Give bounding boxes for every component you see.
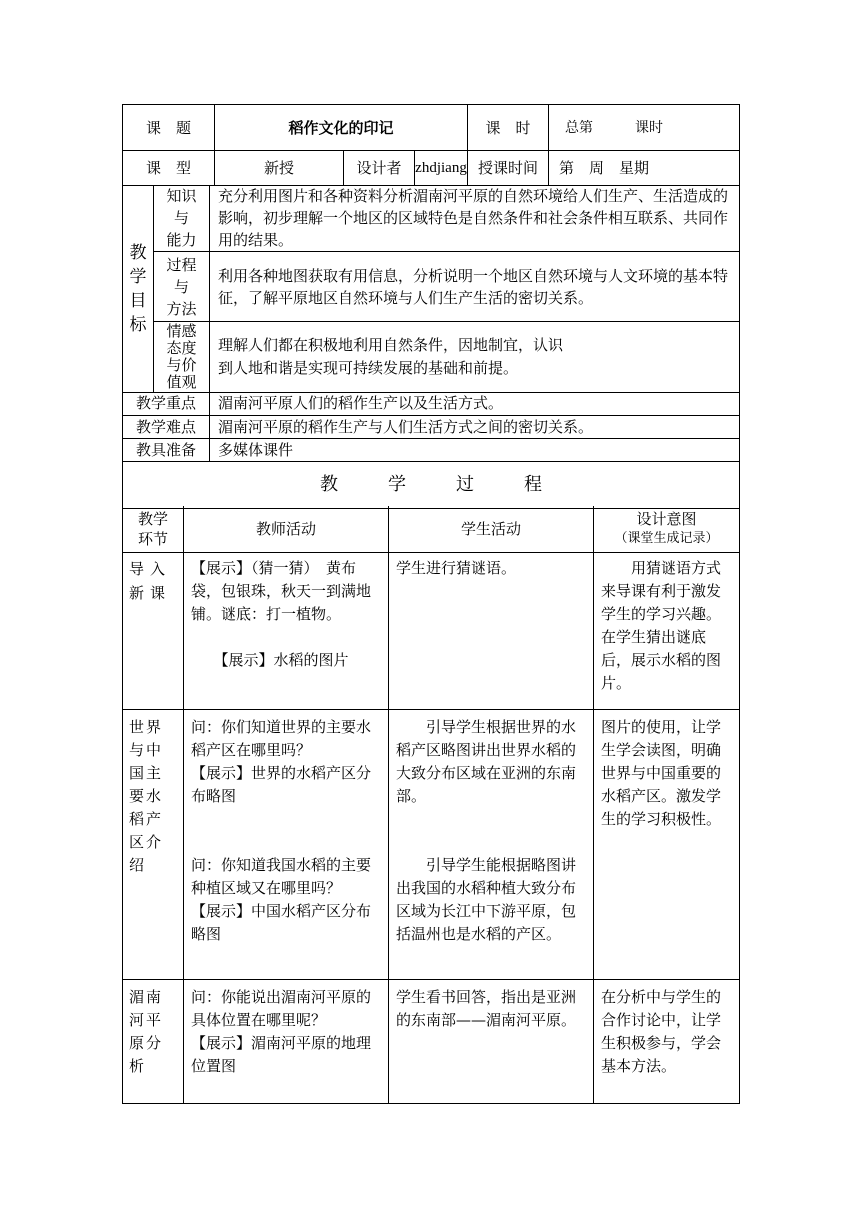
stage-menam: 湄南河平原分析 <box>123 979 184 1103</box>
materials-value: 多媒体课件 <box>210 438 740 461</box>
time-label: 授课时间 <box>468 151 549 186</box>
type-value: 新授 <box>215 151 344 186</box>
key-points-value: 湄南河平原人们的稻作生产以及生活方式。 <box>210 392 740 415</box>
goal-label-emotion: 情感 态度 与价 值观 <box>154 322 210 393</box>
col-intent-header <box>594 506 740 552</box>
process-title: 教学过程 <box>123 461 740 508</box>
col-stage-header: 教学 环节 <box>123 506 184 552</box>
period-label: 课 时 <box>468 105 549 151</box>
student-world-china: 引导学生根据世界的水稻产区略图讲出世界水稻的大致分布区域在亚洲的东南部。 引导学生能根据略图讲出我国的水稻种植大致分布区域为长江中下游平原，包括温州也是水稻的产区。 <box>389 709 594 979</box>
materials-label: 教具准备 <box>123 438 210 461</box>
student-menam: 学生看书回答，指出是亚洲的东南部——湄南河平原。 <box>389 979 594 1103</box>
goal-label-knowledge: 知识 与 能力 <box>154 185 210 252</box>
table-row <box>123 709 740 979</box>
intent-intro: 用猜谜语方式来导课有利于激发学生的学习兴趣。在学生猜出谜底后，展示水稻的图片。 <box>594 552 740 709</box>
col-teacher-header: 教师活动 <box>184 506 389 552</box>
topic-label: 课 题 <box>123 105 215 151</box>
student-intro: 学生进行猜谜语。 <box>389 552 594 709</box>
goal-text-process: 利用各种地图获取有用信息，分析说明一个地区自然环境与人文环境的基本特征，了解平原地区自然环境与人们生产生活的密切关系。 <box>210 252 740 322</box>
teacher-menam: 问：你能说出湄南河平原的具体位置在哪里呢？ 【展示】湄南河平原的地理位置图 <box>184 979 389 1103</box>
time-value: 第 周 星期 <box>549 151 740 186</box>
col-intent-title: 设计意图 <box>636 509 697 528</box>
table-row <box>123 979 740 1103</box>
teacher-intro: 【展示】（猜一猜） 黄布袋，包银珠，秋天一到满地铺。谜底：打一植物。 【展示】水稻的图片 <box>184 552 389 709</box>
goal-text-knowledge: 充分利用图片和各种资料分析湄南河平原的自然环境给人们生产、生活造成的影响，初步理解一个地区的区域特色是自然条件和社会条件相互联系、共同作用的结果。 <box>210 185 740 252</box>
difficulties-value: 湄南河平原的稻作生产与人们生活方式之间的密切关系。 <box>210 415 740 438</box>
intent-menam: 在分析中与学生的合作讨论中，让学生积极参与，学会基本方法。 <box>594 979 740 1103</box>
type-label: 课 型 <box>123 151 215 186</box>
process-table <box>122 506 740 1104</box>
goal-text-emotion: 理解人们都在积极地利用自然条件，因地制宜，认识 到人地和谐是实现可持续发展的基础和前提。 <box>210 322 740 393</box>
goals-table <box>122 185 740 393</box>
designer-label: 设计者 <box>344 151 415 186</box>
table-row <box>123 552 740 709</box>
stage-world-china: 世界与中国主要水稻产区介绍 <box>123 709 184 979</box>
key-info-table <box>122 392 740 509</box>
key-points-label: 教学重点 <box>123 392 210 415</box>
goal-label-process: 过程 与 方法 <box>154 252 210 322</box>
teacher-world-china: 问：你们知道世界的主要水稻产区在哪里吗？ 【展示】世界的水稻产区分布略图 问：你知道我国水稻的主要种植区域又在哪里吗？ 【展示】中国水稻产区分布略图 <box>184 709 389 979</box>
col-intent-subtitle: （课堂生成记录） <box>614 530 719 546</box>
header-table <box>122 104 740 186</box>
intent-world-china: 图片的使用，让学生学会读图，明确世界与中国重要的水稻产区。激发学生的学习积极性。 <box>594 709 740 979</box>
topic-value: 稻作文化的印记 <box>215 105 468 151</box>
goals-label: 教学目标 <box>123 185 154 393</box>
col-student-header: 学生活动 <box>389 506 594 552</box>
difficulties-label: 教学难点 <box>123 415 210 438</box>
period-value: 总第 课时 <box>549 105 740 151</box>
stage-intro: 导入 新课 <box>123 552 184 709</box>
designer-value: zhdjiang <box>415 151 468 186</box>
